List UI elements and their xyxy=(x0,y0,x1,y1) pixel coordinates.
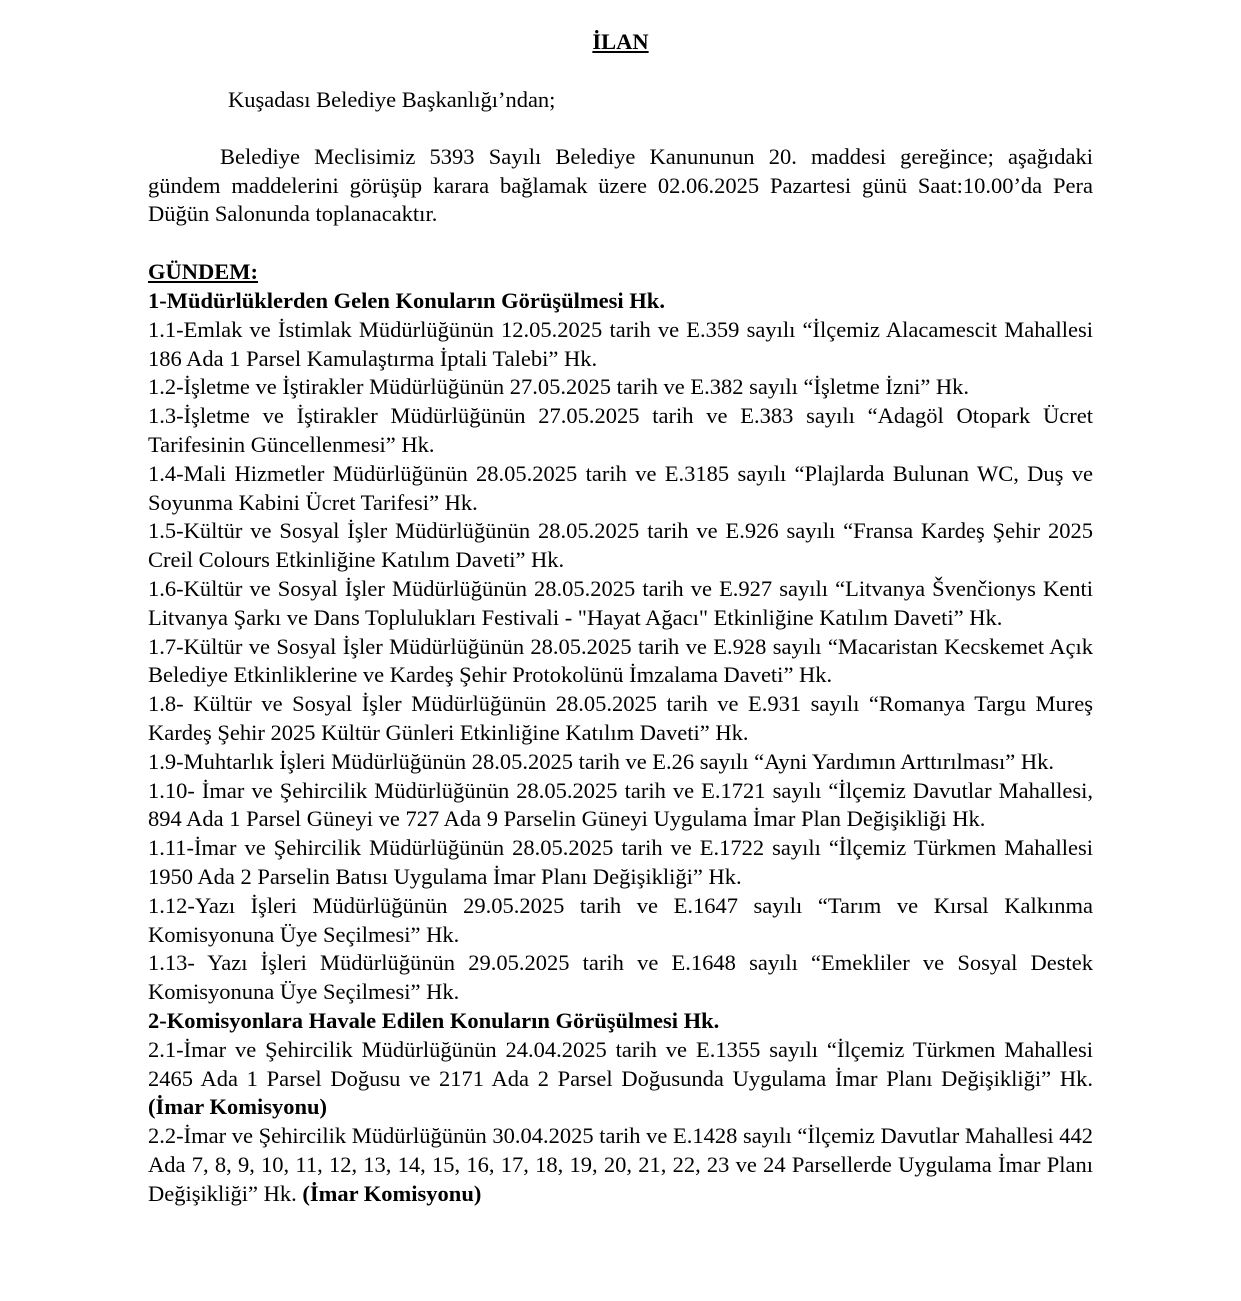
issuer-line: Kuşadası Belediye Başkanlığı’ndan; xyxy=(228,87,556,112)
agenda-section-2 xyxy=(148,1007,1093,1209)
agenda-section-1 xyxy=(148,287,1093,1007)
agenda-item xyxy=(148,1036,1093,1122)
agenda-item: 1.1-Emlak ve İstimlak Müdürlüğünün 12.05.2025 tarih ve E.359 sayılı “İlçemiz Alacamescit Mahallesi 186 Ada 1 Parsel Kamulaştırma İptali Talebi” Hk. xyxy=(148,316,1093,371)
committee-label: (İmar Komisyonu) xyxy=(302,1180,482,1206)
announcement-document xyxy=(148,28,1093,1208)
agenda-item: 1.11-İmar ve Şehircilik Müdürlüğünün 28.05.2025 tarih ve E.1722 sayılı “İlçemiz Türkmen Mahallesi 1950 Ada 2 Parselin Batısı Uygulama İmar Planı Değişikliği” Hk. xyxy=(148,835,1093,889)
agenda-item xyxy=(148,1122,1093,1208)
intro-paragraph: Belediye Meclisimiz 5393 Sayılı Belediye Kanununun 20. maddesi gereğince; aşağıdaki gündem maddelerini görüşüp karara bağlamak üzere 02.06.2025 Pazartesi günü Saat:10.00’da Pera Düğün Salonunda toplanacaktır. xyxy=(148,143,1093,227)
committee-label: (İmar Komisyonu) xyxy=(148,1094,327,1120)
section-heading: 1-Müdürlüklerden Gelen Konuların Görüşülmesi Hk. xyxy=(148,287,665,313)
agenda-item-text: 2.1-İmar ve Şehircilik Müdürlüğünün 24.04.2025 tarih ve E.1355 sayılı “İlçemiz Türkmen Mahallesi 2465 Ada 1 Parsel Doğusu ve 2171 Ada 2 Parsel Doğusunda Uygulama İmar Planı Değişikliği” Hk. xyxy=(148,1036,1093,1091)
agenda-item: 1.9-Muhtarlık İşleri Müdürlüğünün 28.05.2025 tarih ve E.26 sayılı “Ayni Yardımın Arttırılması” Hk. xyxy=(148,748,1054,774)
agenda-item: 1.8- Kültür ve Sosyal İşler Müdürlüğünün 28.05.2025 tarih ve E.931 sayılı “Romanya Targu Mureş Kardeş Şehir 2025 Kültür Günleri Etkinliğine Katılım Daveti” Hk. xyxy=(148,691,1093,745)
agenda-item: 1.13- Yazı İşleri Müdürlüğünün 29.05.2025 tarih ve E.1648 sayılı “Emekliler ve Sosyal Destek Komisyonuna Üye Seçilmesi” Hk. xyxy=(148,950,1093,1005)
agenda-heading: GÜNDEM: xyxy=(148,259,258,285)
agenda-item: 1.7-Kültür ve Sosyal İşler Müdürlüğünün 28.05.2025 tarih ve E.928 sayılı “Macaristan Kecskemet Açık Belediye Etkinliklerine ve Kardeş Şehir Protokolünü İmzalama Daveti” Hk. xyxy=(148,633,1093,688)
agenda-item: 1.10- İmar ve Şehircilik Müdürlüğünün 28.05.2025 tarih ve E.1721 sayılı “İlçemiz Davutlar Mahallesi, 894 Ada 1 Parsel Güneyi ve 727 Ada 9 Parselin Güneyi Uygulama İmar Plan Değişikliği Hk. xyxy=(148,777,1093,832)
document-title: İLAN xyxy=(592,29,649,54)
agenda-item: 1.6-Kültür ve Sosyal İşler Müdürlüğünün 28.05.2025 tarih ve E.927 sayılı “Litvanya Švenčionys Kenti Litvanya Şarkı ve Dans Toplulukları Festivali - "Hayat Ağacı" Etkinliğine Katılım Daveti” Hk. xyxy=(148,575,1093,630)
agenda-item: 1.5-Kültür ve Sosyal İşler Müdürlüğünün 28.05.2025 tarih ve E.926 sayılı “Fransa Kardeş Şehir 2025 Creil Colours Etkinliğine Katılım Daveti” Hk. xyxy=(148,518,1093,573)
section-heading: 2-Komisyonlara Havale Edilen Konuların Görüşülmesi Hk. xyxy=(148,1007,720,1033)
agenda-item: 1.2-İşletme ve İştirakler Müdürlüğünün 27.05.2025 tarih ve E.382 sayılı “İşletme İzni” Hk. xyxy=(148,374,970,400)
agenda-item: 1.12-Yazı İşleri Müdürlüğünün 29.05.2025 tarih ve E.1647 sayılı “Tarım ve Kırsal Kalkınma Komisyonuna Üye Seçilmesi” Hk. xyxy=(148,892,1093,947)
agenda-item-text: 2.2-İmar ve Şehircilik Müdürlüğünün 30.04.2025 tarih ve E.1428 sayılı “İlçemiz Davutlar Mahallesi 442 Ada 7, 8, 9, 10, 11, 12, 13, 14, 15, 16, 17, 18, 19, 20, 21, 22, 23 ve 24 Parsellerde Uygulama İmar Planı Değişikliği” Hk. xyxy=(148,1123,1093,1206)
agenda-item: 1.4-Mali Hizmetler Müdürlüğünün 28.05.2025 tarih ve E.3185 sayılı “Plajlarda Bulunan WC, Duş ve Soyunma Kabini Ücret Tarifesi” Hk. xyxy=(148,460,1093,515)
agenda-item: 1.3-İşletme ve İştirakler Müdürlüğünün 27.05.2025 tarih ve E.383 sayılı “Adagöl Otopark Ücret Tarifesinin Güncellenmesi” Hk. xyxy=(148,403,1093,457)
